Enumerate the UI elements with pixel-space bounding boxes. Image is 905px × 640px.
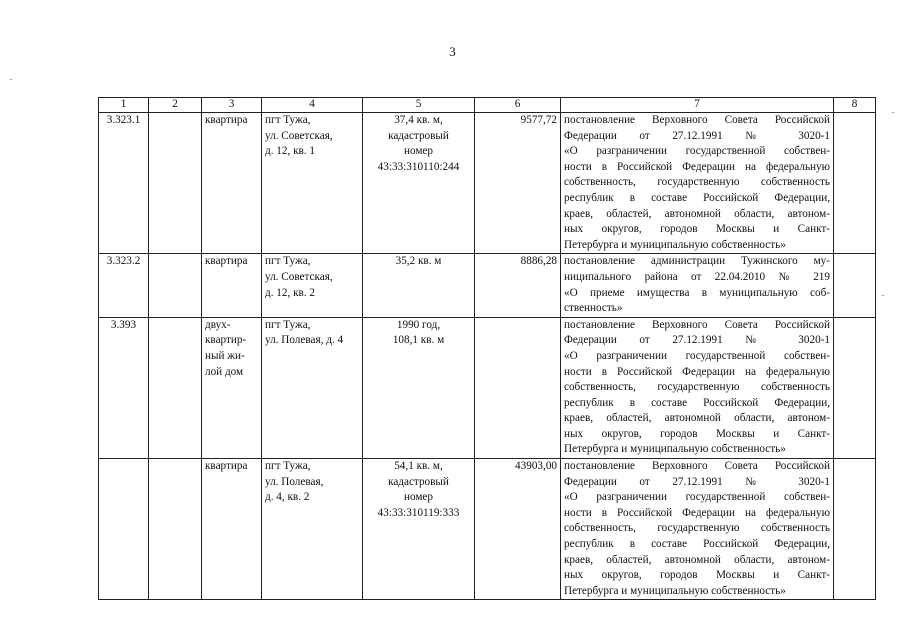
cell-line: двух- [205, 318, 231, 331]
cell-line: 43:33:310119:333 [377, 506, 460, 519]
cell-line: собственность, государственную собственность [564, 522, 830, 535]
cell-line: ный жи- [205, 349, 245, 362]
cell-characteristics [363, 113, 475, 254]
cell-col2 [149, 459, 202, 600]
scan-speck [892, 112, 894, 113]
cell-characteristics [363, 317, 475, 458]
cell-line: республик в составе Российской Федерации, [564, 538, 830, 551]
table-row [99, 113, 876, 254]
cell-col8 [834, 254, 876, 317]
cell-line: ных округов, городов Москвы и Санкт- [564, 427, 830, 440]
cell-line: Петербурга и муниципальную собственность» [564, 443, 786, 456]
cell-legal-basis [561, 254, 834, 317]
cell-cost: 9577,72 [475, 113, 561, 254]
cell-line: 1990 год, [396, 318, 441, 331]
cell-line: «О приеме имущества в муниципальную соб- [564, 286, 830, 299]
cell-number: 3.323.1 [99, 113, 149, 254]
header-col-4: 4 [262, 98, 363, 113]
header-col-6: 6 [475, 98, 561, 113]
cell-line: квартира [205, 114, 248, 126]
cell-line: постановление Верховного Совета Российской [564, 114, 830, 126]
cell-line: ул. Полевая, д. 4 [265, 334, 344, 347]
scan-speck [882, 295, 884, 296]
cell-address [262, 459, 363, 600]
cell-col8 [834, 317, 876, 458]
header-col-8: 8 [834, 98, 876, 113]
cell-line: республик в составе Российской Федерации, [564, 396, 830, 409]
cell-characteristics [363, 254, 475, 317]
cell-line: Федерации от 27.12.1991 № 3020-1 [564, 334, 830, 347]
cell-object-name [202, 254, 262, 317]
cell-line: квартира [205, 255, 248, 268]
cell-line: пгт Тужа, [265, 460, 311, 473]
property-registry-table [98, 97, 876, 600]
table-row [99, 317, 876, 458]
header-row [99, 98, 876, 113]
cell-line: «О разграничении государственной собствен- [564, 491, 830, 504]
cell-legal-basis [561, 113, 834, 254]
scan-speck [10, 79, 12, 80]
cell-object-name [202, 317, 262, 458]
cell-line: 108,1 кв. м [392, 334, 445, 347]
cell-line: 35,2 кв. м [395, 255, 442, 268]
cell-col8 [834, 459, 876, 600]
cell-line: постановление Верховного Совета Российской [564, 318, 830, 331]
cell-line: Федерации от 27.12.1991 № 3020-1 [564, 129, 830, 142]
cell-object-name [202, 459, 262, 600]
cell-line: 43:33:310110:244 [377, 160, 460, 173]
cell-line: ных округов, городов Москвы и Санкт- [564, 569, 830, 582]
cell-line: Федерации от 27.12.1991 № 3020-1 [564, 475, 830, 488]
table-row [99, 254, 876, 317]
cell-line: ниципального района от 22.04.2010 № 219 [564, 270, 830, 283]
cell-line: 54,1 кв. м, [394, 460, 443, 473]
cell-cost [475, 317, 561, 458]
cell-cost: 8886,28 [475, 254, 561, 317]
cell-legal-basis [561, 459, 834, 600]
cell-number [99, 459, 149, 600]
cell-object-name [202, 113, 262, 254]
cell-line: ственность» [564, 302, 623, 315]
cell-cost: 43903,00 [475, 459, 561, 600]
cell-number: 3.393 [99, 317, 149, 458]
cell-line: номер [403, 145, 433, 158]
cell-line: краев, областей, автономной области, автоном- [564, 553, 830, 566]
table-body [99, 113, 876, 600]
cell-line: Петербурга и муниципальную собственность» [564, 584, 786, 597]
cell-line: ных округов, городов Москвы и Санкт- [564, 223, 830, 236]
cell-col2 [149, 317, 202, 458]
header-col-1: 1 [99, 98, 149, 113]
cell-line: кадастровый [388, 129, 449, 142]
cell-line: постановление администрации Тужинского му- [564, 255, 830, 268]
cell-line: 37,4 кв. м, [394, 114, 443, 126]
cell-legal-basis [561, 317, 834, 458]
cell-line: лой дом [205, 365, 244, 378]
cell-line: д. 12, кв. 1 [265, 145, 315, 158]
header-col-7: 7 [561, 98, 834, 113]
cell-line: Петербурга и муниципальную собственность» [564, 238, 786, 251]
cell-address [262, 317, 363, 458]
cell-line: «О разграничении государственной собствен- [564, 145, 830, 158]
cell-number: 3.323.2 [99, 254, 149, 317]
cell-col2 [149, 254, 202, 317]
cell-address [262, 113, 363, 254]
header-col-2: 2 [149, 98, 202, 113]
cell-line: «О разграничении государственной собствен- [564, 349, 830, 362]
cell-line: пгт Тужа, [265, 255, 311, 268]
cell-characteristics [363, 459, 475, 600]
page-number: 3 [449, 44, 456, 59]
cell-col2 [149, 113, 202, 254]
cell-line: краев, областей, автономной области, автоном- [564, 207, 830, 220]
cell-col8 [834, 113, 876, 254]
cell-line: кадастровый [388, 475, 449, 488]
cell-line: ул. Полевая, [265, 475, 324, 488]
cell-line: собственность, государственную собственность [564, 381, 830, 394]
cell-line: республик в составе Российской Федерации, [564, 191, 830, 204]
cell-line: собственность, государственную собственность [564, 176, 830, 189]
cell-line: пгт Тужа, [265, 318, 311, 331]
cell-line: ул. Советская, [265, 129, 333, 142]
cell-line: пгт Тужа, [265, 114, 311, 126]
cell-line: ул. Советская, [265, 270, 333, 283]
table-row [99, 459, 876, 600]
cell-line: квартира [205, 460, 248, 473]
header-col-5: 5 [363, 98, 475, 113]
cell-line: квартир- [205, 334, 247, 347]
cell-line: ности в Российской Федерации на федеральную [564, 160, 830, 173]
cell-line: постановление Верховного Совета Российской [564, 460, 830, 473]
cell-line: ности в Российской Федерации на федеральную [564, 365, 830, 378]
header-col-3: 3 [202, 98, 262, 113]
cell-line: номер [403, 491, 433, 504]
cell-line: ности в Российской Федерации на федеральную [564, 506, 830, 519]
cell-address [262, 254, 363, 317]
cell-line: д. 4, кв. 2 [265, 491, 310, 504]
cell-line: краев, областей, автономной области, автоном- [564, 412, 830, 425]
cell-line: д. 12, кв. 2 [265, 286, 315, 299]
